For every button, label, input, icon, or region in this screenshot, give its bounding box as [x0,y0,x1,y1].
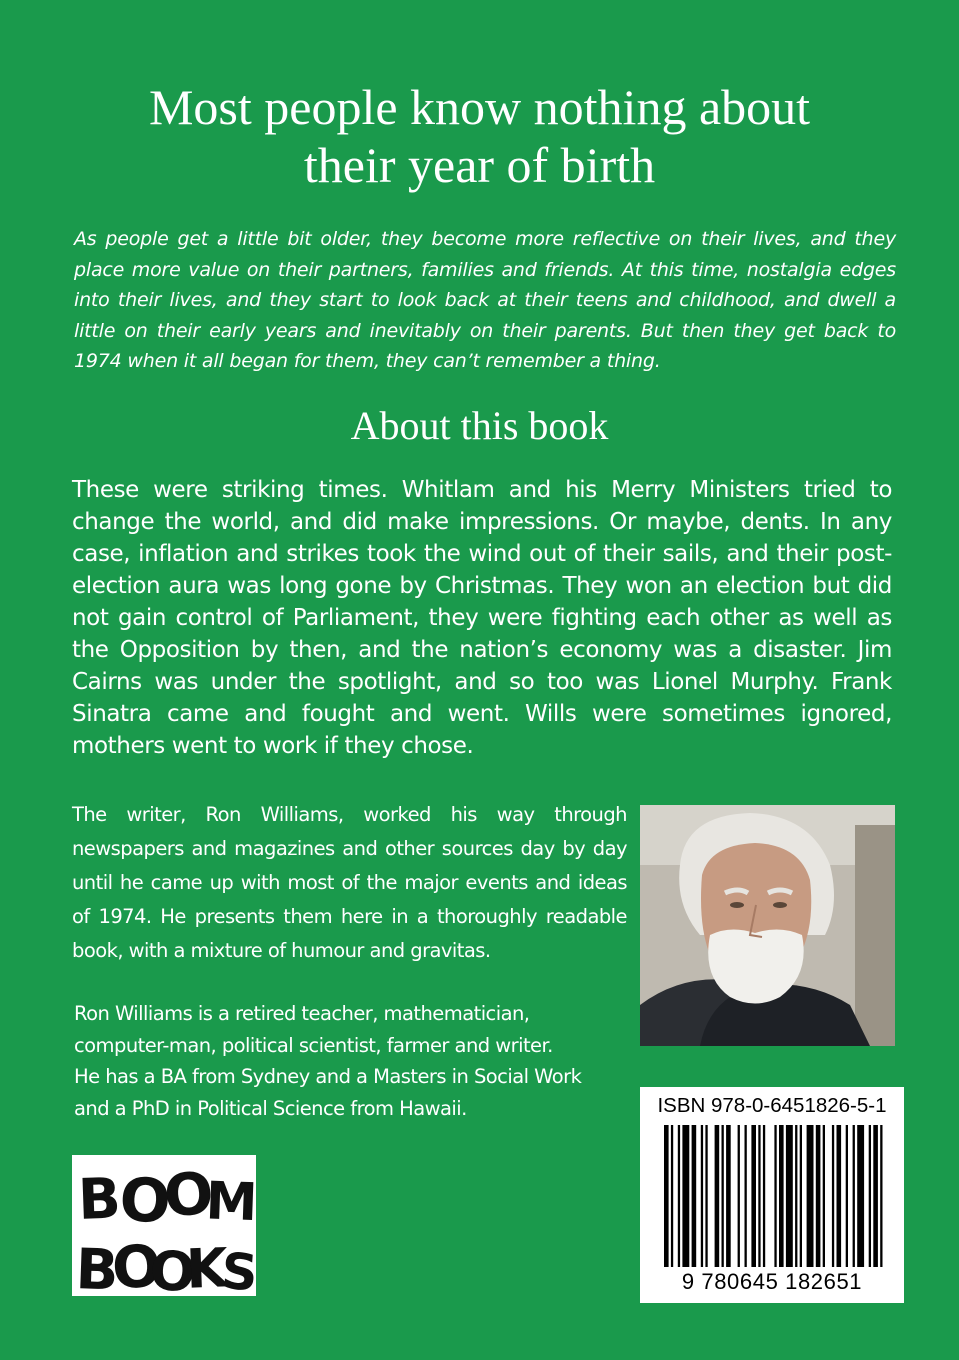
svg-text:O: O [148,1238,198,1296]
about-line: economy was a disaster. Jim Cairns was under the spotlight, and so [72,637,892,695]
writer-line: day until he came up with most of the major events and [72,837,627,894]
barcode-bar [823,1125,825,1267]
barcode-bar [853,1125,855,1267]
isbn-label: ISBN 978-0-6451826-5-1 [657,1094,887,1117]
barcode-bar [745,1125,747,1267]
bio-line: computer-man, political scientist, farmer and writer. [74,1033,553,1057]
barcode-bar [800,1125,802,1267]
barcode-bar [857,1125,864,1267]
intro-line: place more value on their partners, families and friends. At this time, nostalgia [74,258,832,281]
barcode-bar [816,1125,821,1267]
svg-text:B: B [74,1237,120,1296]
about-heading: About this book [350,403,609,448]
barcode-bar [682,1125,689,1267]
isbn-barcode [640,1087,904,1303]
intro-line: edges into their lives, and they start to look back at their teens and childhood, [74,258,896,311]
bio-line: Ron Williams is a retired teacher, mathematician, [74,1002,530,1025]
writer-line: ideas of 1974. He presents them here in a thoroughly [72,871,627,928]
about-line: any case, inflation and strikes took the wind out of their sails, and [72,509,892,567]
barcode-bar [880,1125,882,1267]
author-photo [640,805,895,1046]
boom-books-logo-icon [72,1155,256,1296]
about-line: election but did not gain control of Parliament, they were fighting [72,573,893,631]
about-line: their post-election aura was long gone by Christmas. They won an [72,541,893,599]
barcode-bar [795,1125,797,1267]
about-paragraph [72,474,892,762]
barcode-bar [722,1125,724,1267]
svg-text:M: M [204,1171,256,1234]
barcode-bar [869,1125,871,1267]
bio-line: and a PhD in Political Science from Hawaii. [74,1096,467,1120]
svg-text:B: B [77,1166,122,1233]
barcode-bar [664,1125,669,1267]
svg-text:S: S [219,1242,256,1296]
writer-line: newspapers and magazines and other sources day by [72,837,586,860]
barcode-bar [786,1125,793,1267]
svg-text:K: K [185,1236,230,1296]
headline-line-2: their year of birth [303,137,656,193]
author-portrait-icon [640,805,895,1046]
intro-paragraph [74,224,896,377]
barcode-bar [807,1125,814,1267]
barcode-bar [678,1125,680,1267]
author-bio [74,998,634,1124]
svg-text:O: O [117,1164,173,1238]
headline-line-1: Most people know nothing about [148,79,811,135]
bio-line: He has a BA from Sydney and a Masters in Social Work [74,1065,582,1088]
barcode-bar [671,1125,673,1267]
about-line: change the world, and did make impressions. Or maybe, dents. In [72,509,841,535]
headline [60,78,899,194]
writer-line: The writer, Ron Williams, worked his way through [72,803,627,826]
about-line: Wills were sometimes ignored, mothers went to work if they chose. [72,701,892,759]
writer-paragraph [72,798,627,968]
barcode-bar [726,1125,731,1267]
about-line: too was Lionel Murphy. Frank Sinatra came and fought and went. [72,669,892,727]
barcode-bar [738,1125,740,1267]
svg-text:O: O [110,1231,164,1296]
writer-line: readable book, with a mixture of humour and gravitas. [72,905,627,962]
publisher-logo [72,1155,256,1296]
barcode-bar [832,1125,834,1267]
about-line: each other as well as the Opposition by then, and the nation’s [72,605,892,663]
barcode-bar [758,1125,760,1267]
intro-line: and dwell a little on their early years and inevitably on their parents. But then [74,289,897,342]
barcode-bar [779,1125,784,1267]
intro-line: they get back to 1974 when it all began for them, they can’t remember a thing. [74,319,897,372]
barcode-digits: 9 780645 182651 [681,1269,863,1294]
barcode-bar [705,1125,707,1267]
barcode-bar [701,1125,703,1267]
barcode-bar [837,1125,842,1267]
barcode-bar [751,1125,756,1267]
barcode-bar [846,1125,848,1267]
barcode-bar [763,1125,765,1267]
about-line: These were striking times. Whitlam and his Merry Ministers tried to [72,477,892,503]
svg-text:O: O [161,1158,216,1231]
barcode-bar [774,1125,776,1267]
barcode-bar [873,1125,878,1267]
barcode-bar [715,1125,720,1267]
intro-line: As people get a little bit older, they become more reflective on their lives, and they [74,228,896,250]
barcode-bar [692,1125,697,1267]
